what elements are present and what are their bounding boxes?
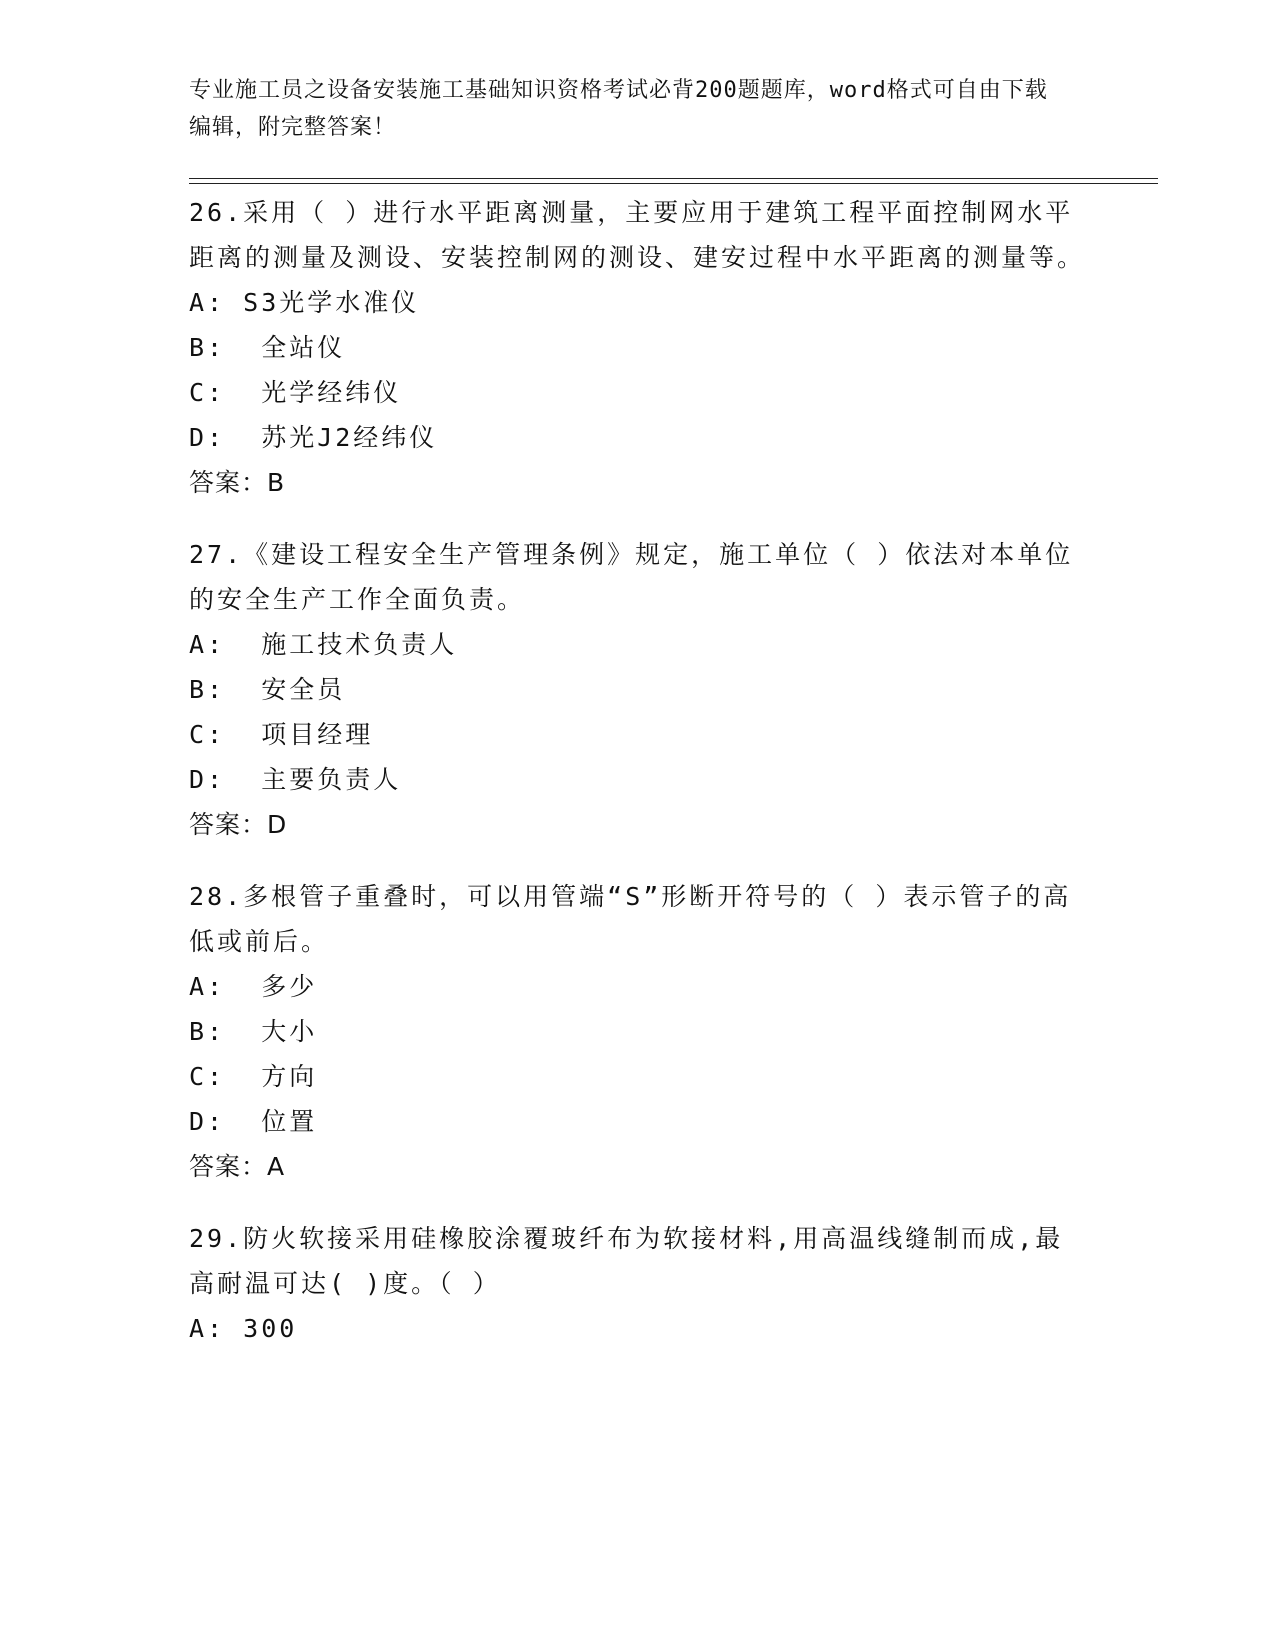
option-c: C: 方向: [189, 1062, 318, 1091]
option-a: A: 300: [189, 1314, 298, 1343]
question-stem: 29.防火软接采用硅橡胶涂覆玻纤布为软接材料,用高温线缝制而成,最高耐温可达( )度。（ ）: [189, 1224, 1064, 1298]
question-27: [189, 532, 1089, 847]
question-stem: 28.多根管子重叠时，可以用管端“S”形断开符号的（ ）表示管子的高低或前后。: [189, 882, 1072, 956]
option-b: B: 全站仪: [189, 333, 346, 362]
question-stem: 27.《建设工程安全生产管理条例》规定，施工单位（ ）依法对本单位的安全生产工作全面负责。: [189, 540, 1074, 614]
question-28: [189, 874, 1089, 1189]
question-stem: 26.采用（ ）进行水平距离测量，主要应用于建筑工程平面控制网水平距离的测量及测设、安装控制网的测设、建安过程中水平距离的测量等。: [189, 198, 1086, 272]
header-divider-bottom: [189, 183, 1158, 184]
header-divider-top: [189, 178, 1158, 179]
option-c: C: 项目经理: [189, 720, 374, 749]
option-d: D: 主要负责人: [189, 765, 402, 794]
option-a: A: 施工技术负责人: [189, 630, 458, 659]
document-header: 专业施工员之设备安装施工基础知识资格考试必背200题题库，word格式可自由下载编辑，附完整答案！: [189, 78, 1048, 140]
answer: 答案：D: [189, 810, 288, 839]
option-a: A: 多少: [189, 972, 318, 1001]
option-b: B: 安全员: [189, 675, 346, 704]
answer: 答案：B: [189, 468, 286, 497]
option-c: C: 光学经纬仪: [189, 378, 402, 407]
question-26: [189, 190, 1089, 505]
answer: 答案：A: [189, 1152, 286, 1181]
question-list: [189, 190, 1089, 1378]
option-d: D: 苏光J2经纬仪: [189, 423, 438, 452]
question-29: [189, 1216, 1089, 1351]
option-b: B: 大小: [189, 1017, 318, 1046]
option-a: A: S3光学水准仪: [189, 288, 420, 317]
option-d: D: 位置: [189, 1107, 318, 1136]
